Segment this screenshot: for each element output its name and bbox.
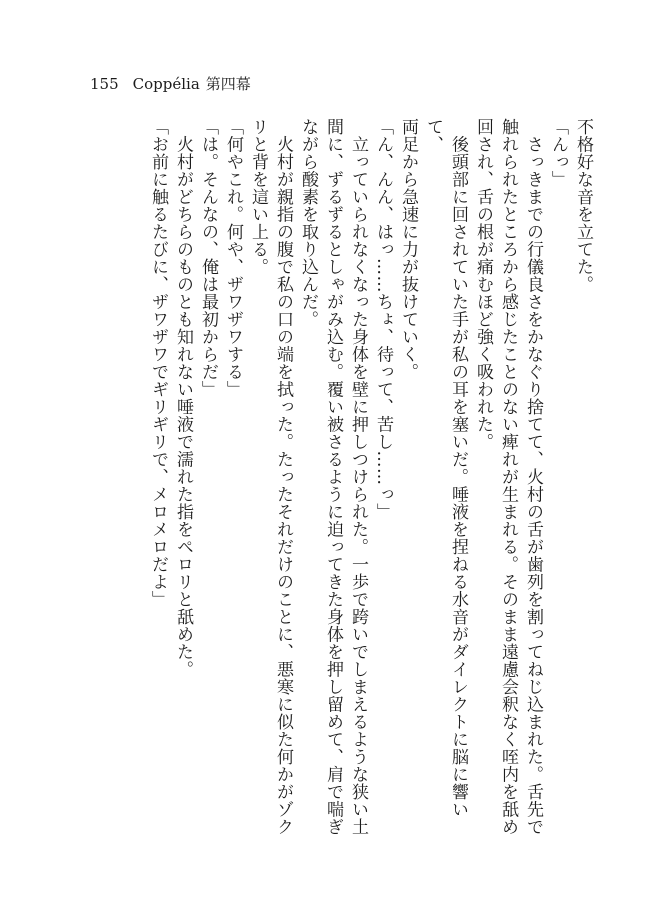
text-line: リと背を這い上る。 — [248, 118, 268, 276]
running-header — [90, 74, 251, 94]
text-line: 「は。そんなの、俺は最初からだ」 — [198, 118, 218, 398]
text-line: さっきまでの行儀良さをかなぐり捨てて、火村の舌が歯列を割ってねじ込まれた。舌先で — [523, 118, 543, 836]
text-line: 回され、舌の根が痛むほど強く吸われた。 — [473, 118, 493, 451]
text-line: 不格好な音を立てた。 — [573, 118, 593, 293]
text-line: 火村がどちらのものとも知れない唾液で濡れた指をペロリと舐めた。 — [173, 118, 193, 678]
page-number: 155 — [90, 75, 119, 93]
text-line: 「何やこれ。何や、ザワザワする」 — [223, 118, 243, 398]
vertical-body-text — [95, 118, 595, 838]
text-line: 「ん、んん、はっ……ちょ、待って、苦し……っ」 — [373, 118, 393, 521]
text-line: ながら酸素を取り込んだ。 — [298, 118, 318, 328]
text-line: 立っていられなくなった身体を壁に押しつけられた。一歩で跨いでしまえるような狭い土 — [348, 118, 368, 836]
text-line: 触れられたところから感じたことのない痺れが生まれる。そのまま遠慮会釈なく咥内を舐め — [498, 118, 518, 836]
text-line: 火村が親指の腹で私の口の端を拭った。たったそれだけのことに、悪寒に似た何かがゾク — [273, 118, 293, 836]
text-line: 「んっ」 — [548, 118, 568, 188]
book-title: Coppélia — [132, 75, 200, 93]
chapter-title: 第四幕 — [205, 75, 251, 93]
text-line: 両足から急速に力が抜けていく。 — [398, 118, 418, 381]
text-line: 後頭部に回されていた手が私の耳を塞いだ。唾液を捏ねる水音がダイレクトに脳に響いて、 — [423, 118, 468, 818]
text-line: 間に、ずるずるとしゃがみ込む。覆い被さるように迫ってきた身体を押し留めて、肩で喘ぎ — [323, 118, 343, 836]
text-line: 「お前に触るたびに、ザワザワでギリギリで、メロメロだよ」 — [148, 118, 168, 608]
